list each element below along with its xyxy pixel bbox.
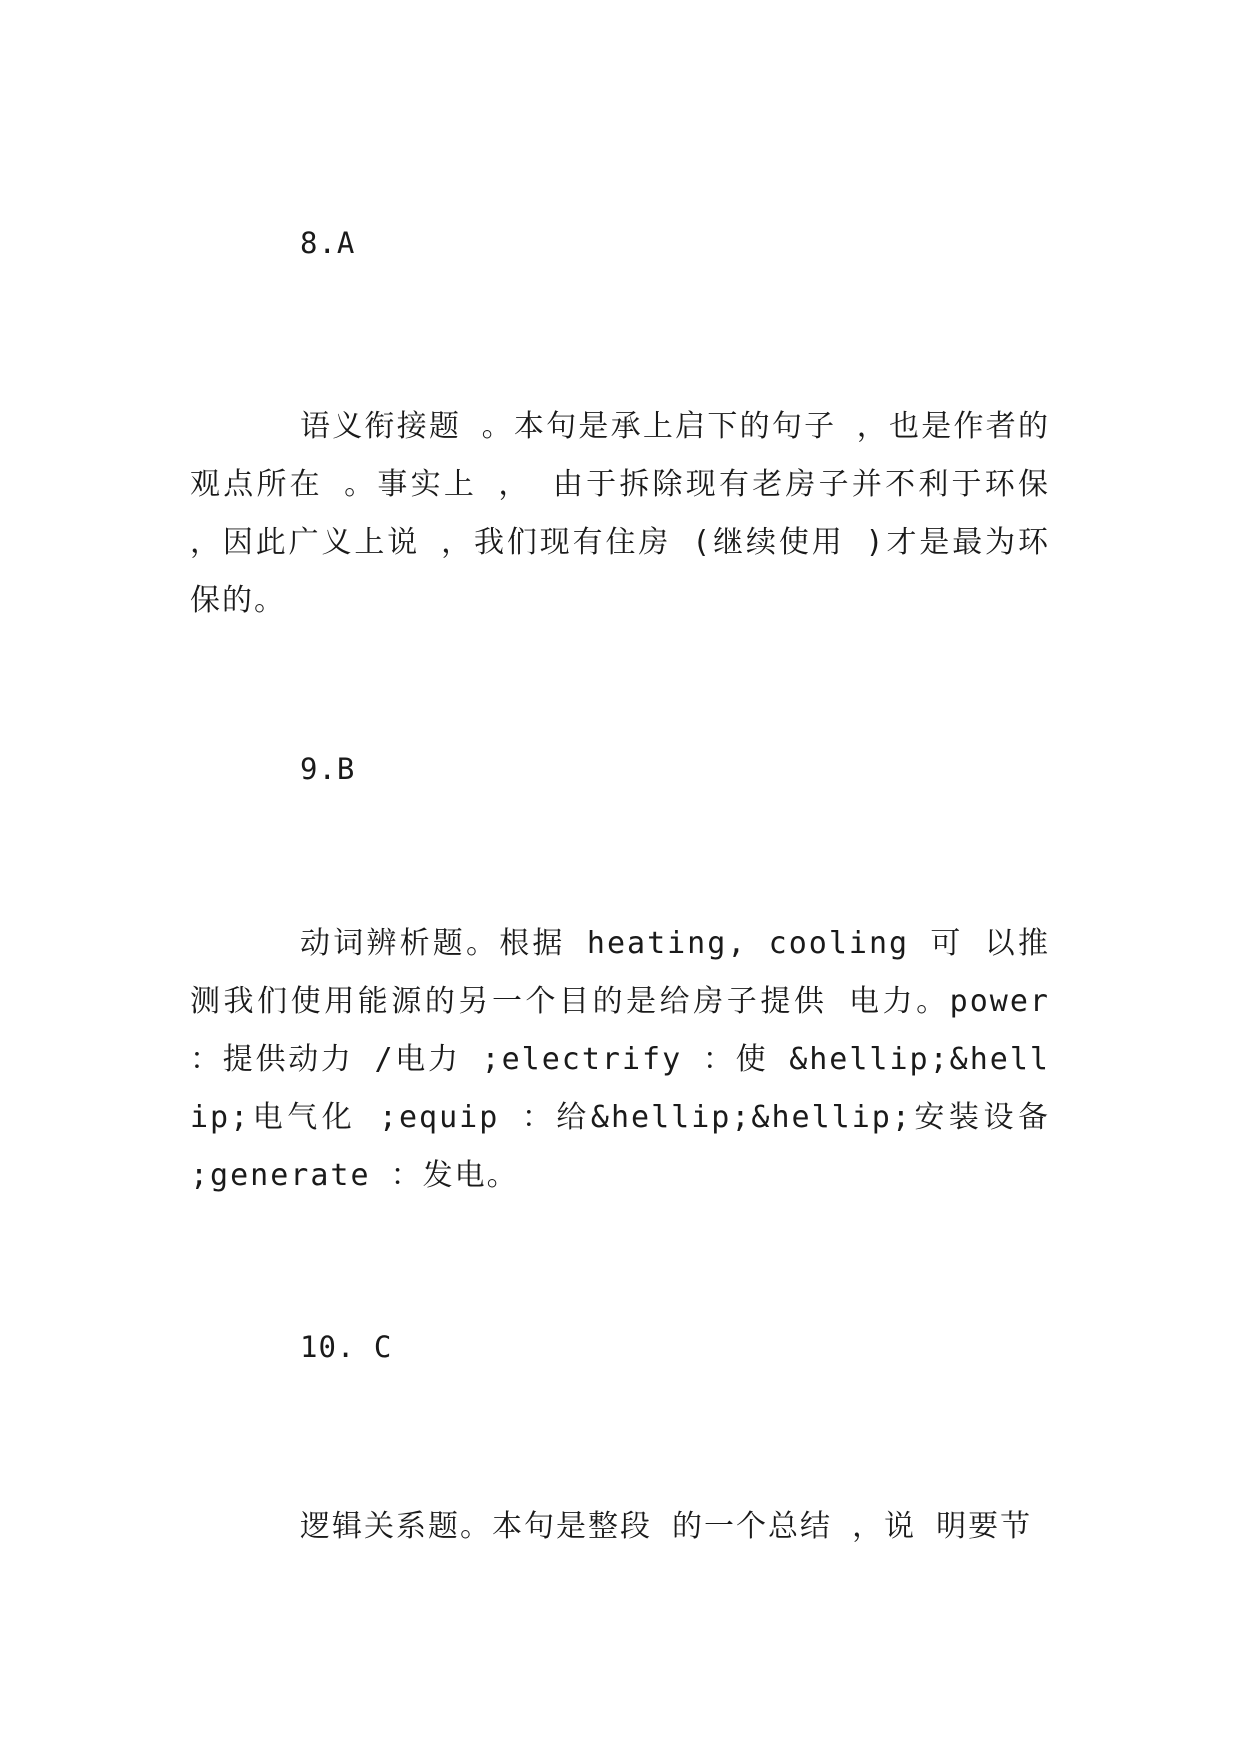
answer-label: 8.A: [300, 226, 356, 260]
answer-label: 9.B: [300, 752, 356, 786]
explanation-paragraph: 逻辑关系题。本句是整段 的一个总结 ，说 明要节: [300, 1509, 1033, 1544]
answer-label: 10. C: [300, 1330, 393, 1364]
explanation-paragraph: 语义衔接题 。本句是承上启下的句子 ，也是作者的观点所在 。事实上 ， 由于拆除现有老房子并不利于环保 ，因此广义上说 ，我们现有住房 (继续使用 )才是最为环保的。: [190, 409, 1050, 618]
explanation-paragraph: 动词辨析题。根据 heating, cooling 可 以推测我们使用能源的另一个目的是给房子提供 电力。power ：提供动力 /电力 ;electrify ：使 &hellip;&hellip;电气化 ;equip ：给&hellip;&hellip;安装设备 ;generate ：发电。: [190, 926, 1050, 1193]
